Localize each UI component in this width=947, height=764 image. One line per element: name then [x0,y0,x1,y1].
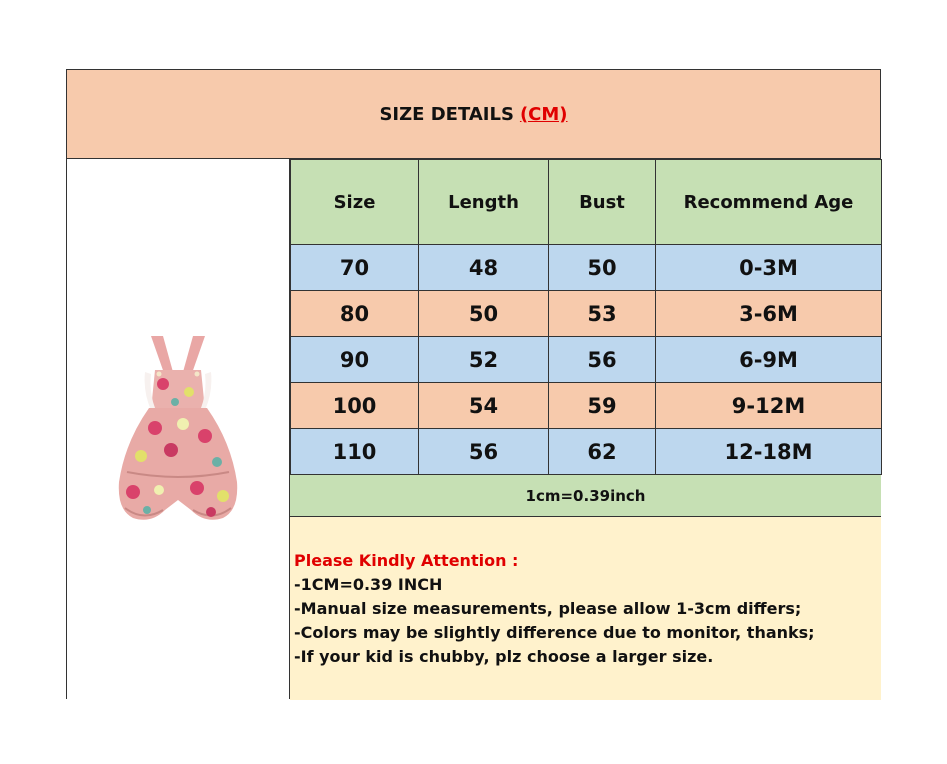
cell-bust: 62 [549,429,656,475]
cell-age: 0-3M [656,245,882,291]
table-row [291,291,882,337]
header-bust: Bust [549,160,656,245]
cell-bust: 59 [549,383,656,429]
cell-age: 3-6M [656,291,882,337]
size-table [290,159,882,475]
table-row [291,383,882,429]
header-length: Length [419,160,549,245]
size-table-area [290,159,881,700]
attention-heading: Please Kindly Attention : [294,551,519,570]
product-image-cell [67,159,290,699]
cell-length: 52 [419,337,549,383]
cell-size: 80 [291,291,419,337]
note-line: -If your kid is chubby, plz choose a larger size. [294,647,714,666]
header-size: Size [291,160,419,245]
cell-age: 9-12M [656,383,882,429]
header-recommend-age: Recommend Age [656,160,882,245]
floral-romper-image [113,332,243,527]
note-line: -Manual size measurements, please allow 1-3cm differs; [294,599,802,618]
note-line: -1CM=0.39 INCH [294,575,443,594]
size-details-title [67,70,880,159]
table-row [291,429,882,475]
size-chart [66,69,881,699]
cell-length: 48 [419,245,549,291]
attention-notes [290,517,881,700]
conversion-note: 1cm=0.39inch [290,475,881,517]
cell-age: 6-9M [656,337,882,383]
table-row [291,337,882,383]
cell-bust: 50 [549,245,656,291]
cell-size: 100 [291,383,419,429]
title-text: SIZE DETAILS [379,103,514,125]
table-row [291,245,882,291]
cell-length: 50 [419,291,549,337]
cell-length: 54 [419,383,549,429]
note-line: -Colors may be slightly difference due to monitor, thanks; [294,623,815,642]
cell-size: 110 [291,429,419,475]
title-unit: (CM) [519,103,568,125]
cell-size: 70 [291,245,419,291]
cell-bust: 56 [549,337,656,383]
cell-bust: 53 [549,291,656,337]
cell-age: 12-18M [656,429,882,475]
cell-size: 90 [291,337,419,383]
table-header-row [291,160,882,245]
cell-length: 56 [419,429,549,475]
